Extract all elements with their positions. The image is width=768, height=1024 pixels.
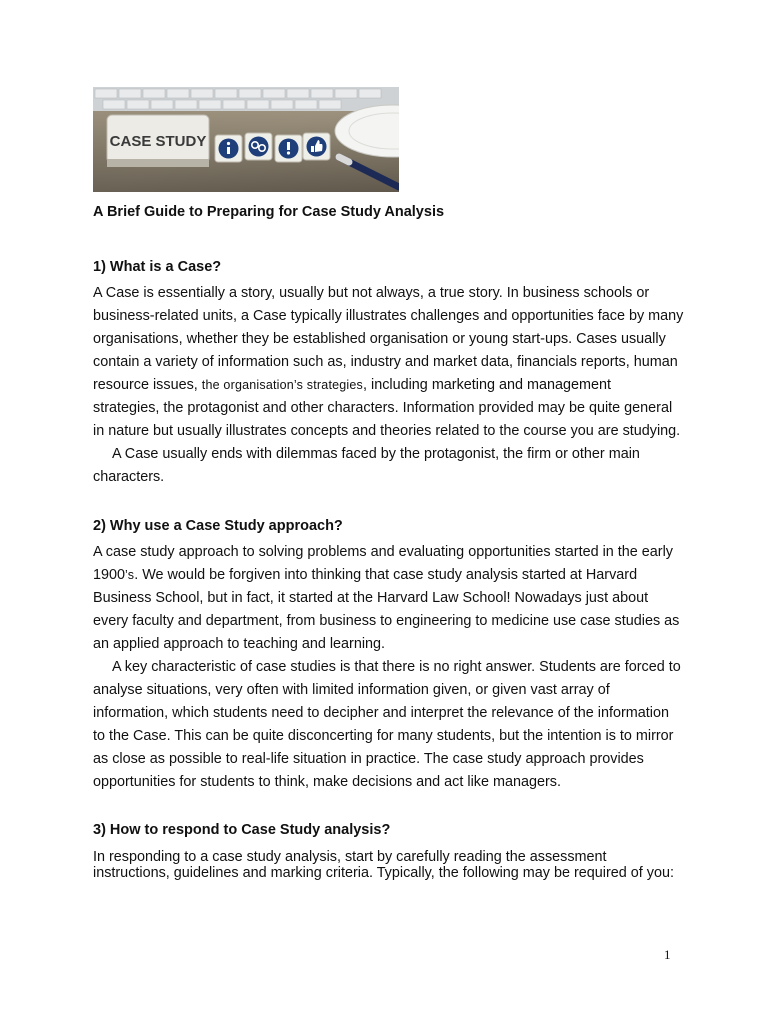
exclamation-icon <box>275 135 302 162</box>
section-3-heading: 3) How to respond to Case Study analysis? <box>93 822 391 838</box>
section-3-line: instructions, guidelines and marking criteria. Typically, the following may be required of you: <box>93 865 674 881</box>
section-1-line: in nature but usually illustrates concepts and theories related to the course you are studying. <box>93 423 681 439</box>
section-1-line: A Case is essentially a story, usually but not always, a true story. In business schools or <box>93 285 650 301</box>
banner-label: CASE STUDY <box>109 133 207 150</box>
section-2-line: an applied approach to teaching and learning. <box>93 636 386 652</box>
line-text-small: the organisation’s strategies <box>201 378 364 392</box>
page-number: 1 <box>664 947 671 962</box>
line-text: resource issues, <box>93 377 202 393</box>
section-2-line: to the Case. This can be quite disconcerting for many students, but the intention is to mirror <box>93 728 674 744</box>
section-1-heading: 1) What is a Case? <box>93 259 222 275</box>
line-text: 1900 <box>93 567 126 583</box>
section-2-line: as close as possible to real-life situation in practice. The case study approach provides <box>93 751 644 767</box>
info-icon <box>215 135 242 162</box>
section-2-line: information, which students need to decipher and interpret the relevance of the information <box>93 705 669 721</box>
banner-illustration <box>93 87 399 192</box>
section-1-line: A Case usually ends with dilemmas faced by the protagonist, the firm or other main <box>112 446 640 462</box>
section-2-line: opportunities for students to think, make decisions and act like managers. <box>93 774 561 790</box>
section-2-line: Business School, but in fact, it started at the Harvard Law School! Nowadays just about <box>93 590 649 606</box>
section-2-line <box>93 564 683 587</box>
section-2-line: every faculty and department, from business to engineering to medicine use case studies as <box>93 613 680 629</box>
section-3-paragraph <box>93 849 683 881</box>
document-title: A Brief Guide to Preparing for Case Study Analysis <box>93 204 445 220</box>
section-2-line: analyse situations, very often with limited information given, or given vast array of <box>93 682 610 698</box>
gears-icon <box>245 133 272 160</box>
section-1-line: strategies, the protagonist and other characters. Information provided may be quite general <box>93 400 673 416</box>
line-text: , including marketing and management <box>363 377 612 393</box>
section-1-line: organisations, whether they be established organisation or young start-ups. Cases usually <box>93 331 666 347</box>
section-2-line: A case study approach to solving problems and evaluating opportunities started in the early <box>93 544 673 560</box>
section-1-line: contain a variety of information such as, industry and market data, financials reports, human <box>93 354 678 370</box>
section-2-paragraph <box>93 541 683 794</box>
line-text: . We would be forgiven into thinking that case study analysis started at Harvard <box>134 567 638 583</box>
section-1-paragraph <box>93 282 683 489</box>
section-1-line <box>93 374 683 397</box>
thumbs-up-icon <box>303 133 330 160</box>
section-1-line: characters. <box>93 469 165 485</box>
line-text-small: ’s <box>125 568 135 582</box>
section-2-line: A key characteristic of case studies is that there is no right answer. Students are forced to <box>112 659 681 675</box>
section-3-line: In responding to a case study analysis, start by carefully reading the assessment <box>93 849 607 865</box>
section-1-line: business-related units, a Case typically illustrates challenges and opportunities face by many <box>93 308 684 324</box>
case-study-banner-image <box>93 87 399 192</box>
section-2-heading: 2) Why use a Case Study approach? <box>93 518 343 534</box>
